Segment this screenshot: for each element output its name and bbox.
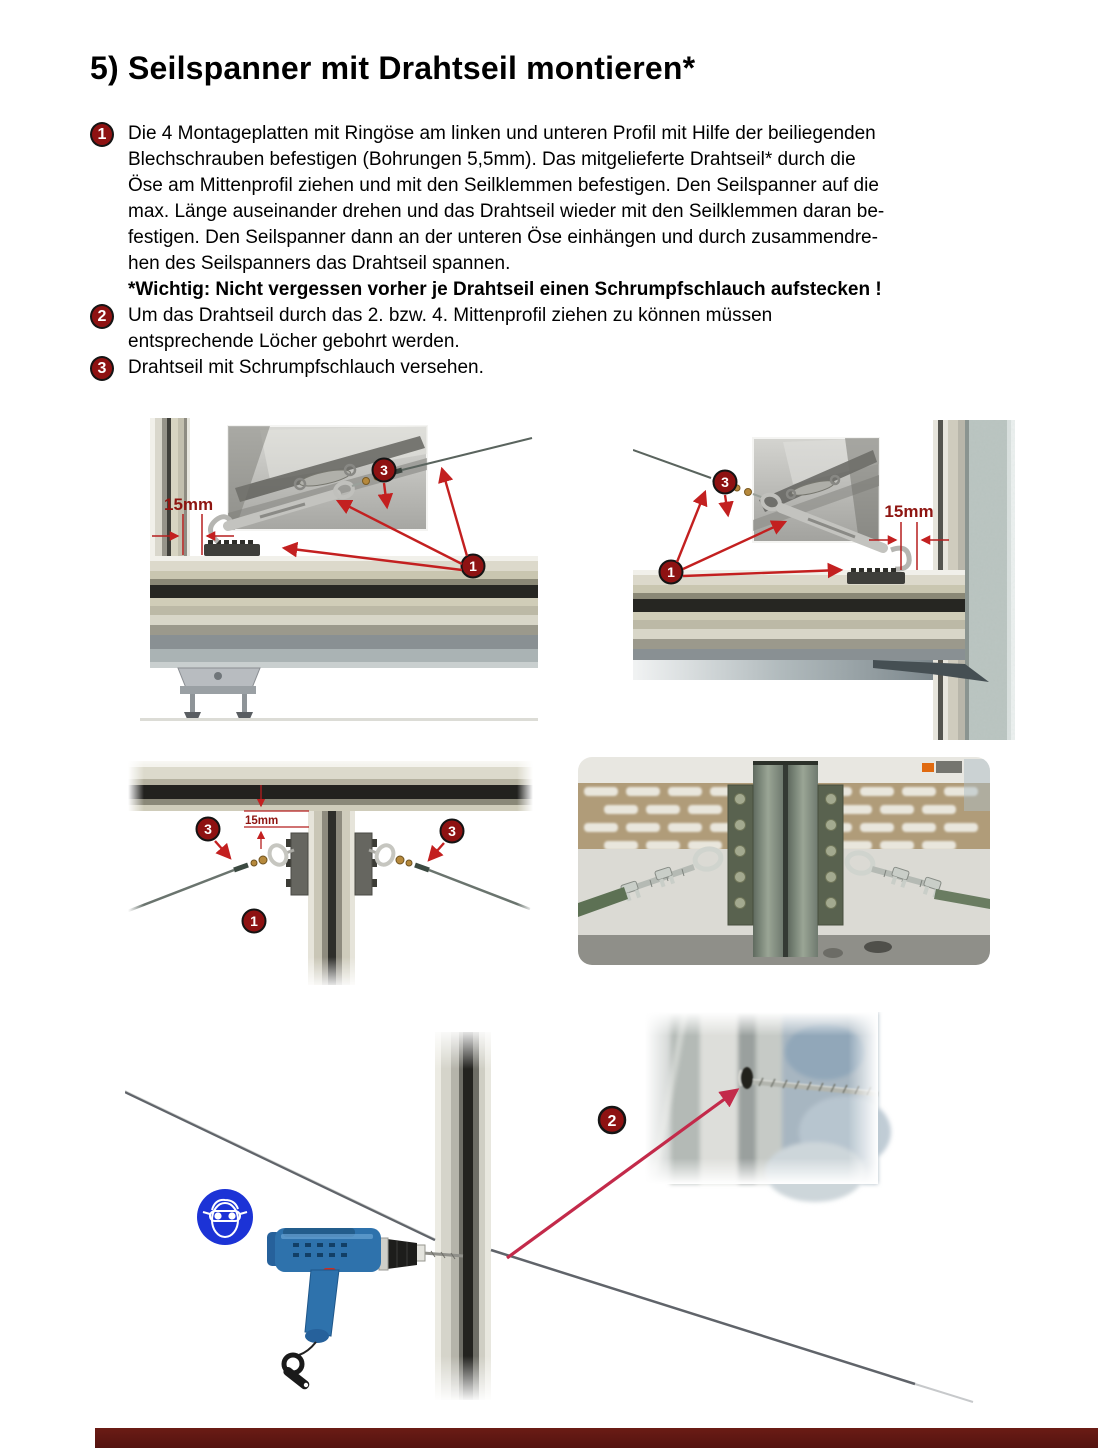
step-badge: 2: [607, 1113, 617, 1130]
callout-arrow: [725, 495, 728, 515]
shrink-tube: [415, 865, 429, 870]
callout-step1: [243, 910, 266, 933]
horizontal-profile: [128, 755, 533, 811]
rope-clamp: [406, 860, 412, 866]
figure-bottom-left-corner: [140, 418, 538, 738]
center-profiles: [753, 761, 818, 957]
wire-rope: [633, 450, 711, 478]
figure-bottom-left-corner-art: [140, 418, 538, 738]
drilled-hole: [741, 1067, 753, 1089]
horizontal-profile: [633, 570, 989, 682]
rope-clamp: [259, 856, 267, 864]
callout-arrow: [683, 522, 785, 569]
important-note: *Wichtig: Nicht vergessen vorher je Drahtseil einen Schrumpfschlauch aufstecken !: [128, 279, 882, 300]
callout-step3: [714, 471, 737, 516]
photo-rope-clamps-art: [578, 757, 990, 965]
figure-drilling-art: [125, 1012, 1005, 1412]
instruction-line: Um das Drahtseil durch das 2. bzw. 4. Mittenprofil ziehen zu können müssen: [128, 305, 773, 326]
steel-post: [965, 420, 1015, 740]
callout-step3-left: [197, 818, 231, 859]
dim-label: 15mm: [164, 495, 214, 514]
mounting-plate: [847, 572, 905, 584]
page-title: 5) Seilspanner mit Drahtseil montieren*: [90, 50, 696, 86]
wire-rope: [429, 870, 530, 909]
instruction-line: max. Länge auseinander drehen und das Drahtseil wieder mit den Seilklemmen daran be-: [128, 201, 885, 222]
dim-label: 15mm: [884, 502, 934, 521]
inset-photo-drilled-hole: [645, 1012, 891, 1202]
floor-line: [140, 718, 538, 721]
rope-clamp: [745, 489, 752, 496]
orange-detail: [922, 763, 934, 772]
chuck-key-cord: [299, 1342, 316, 1355]
callout-arrow: [429, 843, 444, 860]
instruction-line: entsprechende Löcher gebohrt werden.: [128, 331, 460, 352]
wire-hardware-left: [128, 843, 294, 911]
wire-hardware-right: [369, 843, 530, 909]
callout-step2: [599, 1107, 625, 1133]
drill-chuck: [387, 1239, 417, 1269]
rope-clamp: [251, 860, 257, 866]
mounting-plate: [204, 544, 260, 556]
figure-bottom-right-corner-art: [633, 420, 1015, 740]
step-badge: 1: [667, 564, 675, 580]
step-badge: 3: [380, 462, 388, 478]
instruction-line: Blechschrauben befestigen (Bohrungen 5,5mm). Das mitgelieferte Drahtseil* durch die: [128, 149, 856, 170]
figure-bottom-right-corner: [633, 420, 1015, 740]
eye-protection-icon: [197, 1189, 253, 1245]
instruction-line: Öse am Mittenprofil ziehen und mit den Seilklemmen befestigen. Den Seilspanner auf die: [128, 175, 879, 196]
vertical-center-profile: [304, 811, 360, 989]
step-2-badge: 2: [90, 304, 114, 329]
step-badge: 3: [204, 821, 212, 837]
step-badge: 1: [250, 913, 258, 929]
instruction-step-3: [92, 355, 1032, 381]
footer-bar: [95, 1428, 1098, 1448]
dim-label: 15mm: [245, 815, 279, 827]
callout-arrow: [442, 469, 467, 556]
instruction-step-1: [92, 121, 1032, 303]
figure-drilling: [125, 1012, 1005, 1412]
shrink-tube: [234, 865, 248, 870]
step-badge: 1: [469, 558, 477, 574]
instruction-line: Die 4 Montageplatten mit Ringöse am linken und unteren Profil mit Hilfe der beiliegenden: [128, 123, 876, 144]
figure-mid-profile-junction: [128, 745, 533, 1007]
step-badge: 3: [721, 474, 729, 490]
vertical-center-profile: [430, 1027, 496, 1402]
step-badge: 3: [448, 823, 456, 839]
figure-mid-profile-junction-art: [128, 745, 533, 1007]
rope-clamp: [396, 856, 404, 864]
leveling-feet: [178, 668, 260, 721]
callout-step3-right: [429, 820, 464, 861]
chuck-key: [282, 1355, 311, 1391]
drill-handle: [305, 1270, 339, 1336]
instruction-line: festigen. Den Seilspanner dann an der unteren Öse einhängen und durch zusammendre-: [128, 227, 878, 248]
instruction-step-2: [92, 303, 1032, 355]
hook: [891, 548, 909, 569]
rope-clamp: [363, 478, 370, 485]
callout-arrow: [677, 492, 705, 562]
instruction-line: Drahtseil mit Schrumpfschlauch versehen.: [128, 357, 484, 378]
callout-arrow: [215, 841, 230, 858]
step-3-badge: 3: [90, 356, 114, 381]
instruction-text-block: [92, 121, 1032, 381]
instruction-line: hen des Seilspanners das Drahtseil spannen.: [128, 253, 511, 274]
step-1-badge: 1: [90, 122, 114, 147]
photo-rope-clamps: [578, 757, 990, 965]
